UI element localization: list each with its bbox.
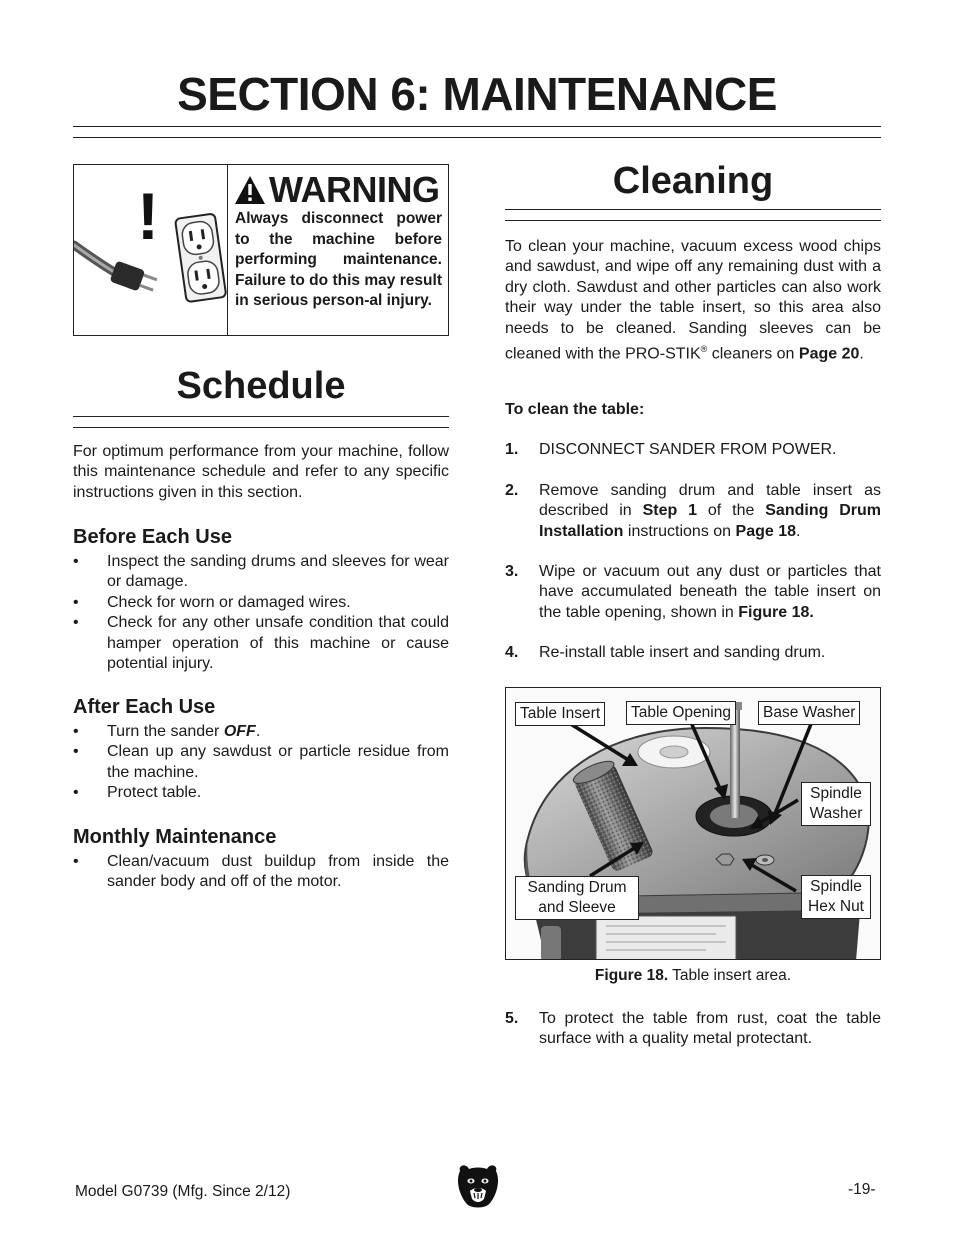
bear-head-logo-icon — [456, 1163, 500, 1211]
warning-triangle-icon — [233, 174, 267, 206]
warning-box — [73, 164, 449, 336]
warning-text: Always disconnect power to the machine before performing maintenance. Failure to do this may result in serious person-al injury. — [235, 210, 442, 309]
footer-model: Model G0739 (Mfg. Since 2/12) — [75, 1183, 291, 1200]
monthly-maintenance-heading: Monthly Maintenance — [73, 826, 277, 848]
before-each-use-list — [73, 552, 449, 674]
exclamation-mark: ! — [137, 179, 159, 253]
list-item: • Clean up any sawdust or particle residue from the machine. — [73, 743, 449, 781]
figure-18 — [505, 687, 881, 960]
cleaning-heading: Cleaning — [612, 160, 774, 202]
step-4: 4. Re-install table insert and sanding drum. — [505, 644, 826, 661]
list-item: • Check for worn or damaged wires. — [73, 593, 351, 611]
power-plug-outlet-icon — [74, 165, 227, 335]
callout-base-washer: Base Washer — [758, 701, 860, 725]
clean-table-subheading: To clean the table: — [505, 401, 645, 418]
warning-word: WARNING — [269, 169, 440, 210]
before-each-use-heading: Before Each Use — [73, 526, 232, 548]
list-item: • Protect table. — [73, 784, 202, 802]
callout-spindle-washer: Spindle Washer — [801, 782, 871, 826]
callout-sanding-drum: Sanding Drum and Sleeve — [515, 876, 639, 920]
list-item: • Turn the sander OFF. — [73, 723, 261, 740]
title-rule-bottom — [73, 137, 881, 138]
step-2: 2. Remove sanding drum and table insert as described in Step 1 of the Sanding Drum Installation instructions on Page 18. — [505, 482, 882, 540]
title-rule-top — [73, 126, 881, 127]
schedule-heading: Schedule — [176, 365, 346, 407]
monthly-maintenance-list — [73, 852, 449, 893]
step-5: 5. To protect the table from rust, coat the table surface with a quality metal protectant. — [505, 1010, 881, 1048]
list-item: • Check for any other unsafe condition that could hamper operation of this machine or cause potential injury. — [73, 614, 449, 673]
cleaning-intro: To clean your machine, vacuum excess wood chips and sawdust, and wipe off any remaining dust with a dry cloth. Sawdust and other particles can also work their way under the table insert, so this area also needs to be cleaned. Sanding sleeves can be cleaned with the PRO-STIK® cleaners on Page 20. — [505, 238, 881, 363]
schedule-rule-bottom — [73, 427, 449, 428]
cleaning-rule-top — [505, 209, 881, 210]
step-1: 1. DISCONNECT SANDER FROM POWER. — [505, 441, 837, 458]
callout-spindle-hex-nut: Spindle Hex Nut — [801, 875, 871, 919]
cleaning-rule-bottom — [505, 220, 881, 221]
figure-caption: Figure 18. Table insert area. — [594, 967, 792, 984]
callout-table-insert: Table Insert — [515, 702, 605, 726]
list-item: • Inspect the sanding drums and sleeves for wear or damage. — [73, 553, 449, 591]
schedule-rule-top — [73, 416, 449, 417]
schedule-intro: For optimum performance from your machine, follow this maintenance schedule and refer to any specific instructions given in this section. — [73, 443, 449, 501]
step-3: 3. Wipe or vacuum out any dust or particles that have accumulated beneath the table insert on the table opening, shown in Figure 18. — [505, 563, 881, 621]
list-item: • Clean/vacuum dust buildup from inside the sander body and off of the motor. — [73, 853, 449, 891]
footer-page-number: -19- — [848, 1181, 876, 1198]
after-each-use-list — [73, 722, 449, 804]
warning-divider — [227, 165, 228, 335]
callout-table-opening: Table Opening — [626, 701, 736, 725]
after-each-use-heading: After Each Use — [73, 696, 216, 718]
page-title: SECTION 6: MAINTENANCE — [177, 68, 777, 120]
warning-header — [233, 171, 440, 209]
